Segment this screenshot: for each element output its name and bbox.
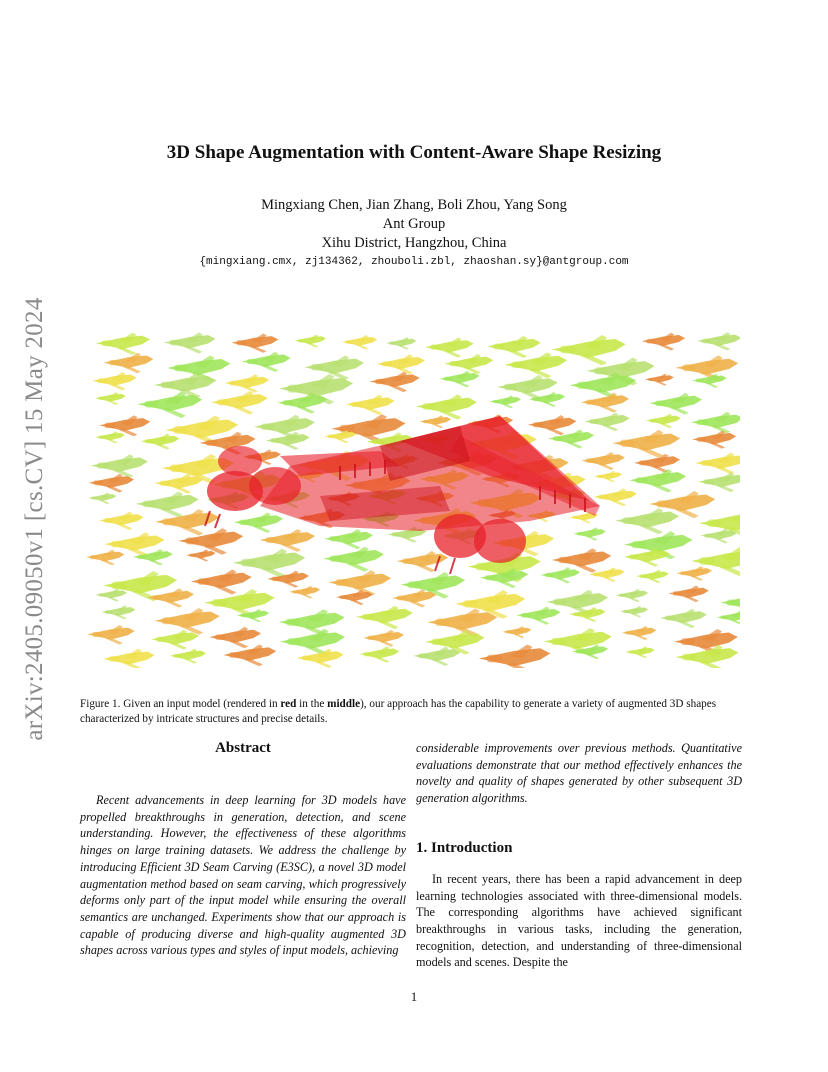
augmented-shape [413, 647, 460, 666]
augmented-shape [594, 471, 622, 483]
augmented-shape [164, 332, 216, 353]
left-column [80, 740, 406, 959]
augmented-shape [295, 335, 327, 348]
caption-middle: middle [327, 698, 361, 710]
author-names: Mingxiang Chen, Jian Zhang, Boli Zhou, Yang Song [261, 197, 567, 213]
augmented-shape [95, 431, 125, 443]
augmented-shape [103, 353, 153, 374]
augmented-shape [95, 392, 126, 405]
augmented-shape [346, 395, 395, 415]
augmented-shape [701, 528, 737, 543]
augmented-shape [141, 434, 180, 450]
page-number: 1 [410, 990, 418, 1004]
augmented-shape [425, 338, 474, 358]
augmented-shape [324, 529, 373, 549]
augmented-shape [528, 415, 577, 435]
augmented-shape [439, 371, 479, 388]
augmented-shape [505, 352, 568, 378]
augmented-shape [692, 431, 736, 449]
introduction-heading: 1. Introduction [416, 839, 513, 856]
augmented-shape [99, 415, 150, 436]
augmented-shape [626, 646, 655, 658]
augmented-shape [92, 372, 137, 390]
augmented-shape [720, 591, 740, 615]
augmented-shape [95, 589, 127, 602]
augmented-shape [86, 550, 125, 566]
augmented-shape [136, 492, 199, 518]
augmented-shape [101, 605, 135, 619]
abstract-text: Recent advancements in deep learning for 3D models have propelled breakthroughs in generation, detection, and scene understanding. However, the effectiveness of these algorithms hinges on large training datasets. We address the challenge by introducing Efficient 3D Seam Carving (E3SC), a novel 3D model augmentation method based on seam carving, which progressively deforms only part of the input model while ensuring the overall semantics are unchanged. Experiments show that our approach is capable of producing diverse and high-quality augmented 3D shapes across various types and styles of input models, achieving [80, 793, 406, 958]
augmented-shape [669, 586, 709, 603]
caption-red: red [280, 698, 297, 710]
augmented-shape [336, 590, 373, 605]
augmented-shape [103, 649, 155, 668]
augmented-shape [698, 472, 740, 492]
author-affiliation: Ant Group [382, 216, 446, 232]
augmented-shape [697, 332, 740, 350]
augmented-shape [211, 391, 268, 414]
augmented-shape [416, 394, 477, 419]
augmented-shape [377, 354, 425, 374]
augmented-shape [397, 551, 449, 572]
augmented-shape [552, 548, 611, 572]
paper-title: 3D Shape Augmentation with Content-Aware Shape Resizing [166, 142, 662, 163]
augmented-shape [154, 608, 219, 635]
augmented-shape [594, 488, 637, 506]
caption-suffix: ), our approach has the capability to generate a variety of augmented 3D shapes characterized by intricate structures and precise details. [80, 698, 717, 725]
author-location: Xihu District, Hangzhou, China [321, 235, 507, 251]
abstract-continuation: considerable improvements over previous methods. Quantitative evaluations demonstrate that our method effectively enhances the novelty and quality of shapes generated by other subsequent 3D generation algorithms. [416, 741, 742, 806]
augmented-shape [279, 609, 345, 636]
augmented-shape [629, 469, 686, 492]
augmented-shape [622, 626, 657, 640]
augmented-shape [96, 333, 150, 355]
teaser-figure [80, 326, 740, 668]
augmented-shape [356, 606, 413, 629]
augmented-shape [342, 335, 377, 350]
augmented-shape [642, 333, 685, 351]
figure-caption [80, 697, 742, 727]
augmented-shape [573, 527, 605, 540]
augmented-shape [87, 625, 135, 645]
introduction-text: In recent years, there has been a rapid advancement in deep learning technologies associated with three-dimensional models. The corresponding algorithms have achieved significant breakthroughs in various tasks, including the generation, recognition, detection, and understanding of three-dimensional models and scenes. Despite the [416, 871, 742, 970]
augmented-shape [569, 607, 605, 622]
augmented-shape [620, 606, 648, 618]
augmented-shape [584, 413, 629, 432]
augmented-shape [502, 626, 531, 638]
augmented-shape [490, 395, 522, 408]
augmented-shape [516, 607, 560, 625]
augmented-shape [151, 630, 199, 650]
author-email: {mingxiang.cmx, zj134362, zhouboli.zbl, zhaoshan.sy}@antgroup.com [199, 256, 629, 268]
augmented-shape [649, 393, 702, 415]
augmented-shape [616, 589, 648, 602]
augmented-shape [242, 352, 291, 372]
augmented-shape [444, 354, 493, 374]
augmented-shape [277, 393, 327, 414]
augmented-shape [624, 548, 670, 567]
augmented-shape [581, 452, 625, 470]
augmented-shape [392, 589, 437, 607]
abstract-heading: Abstract [215, 740, 271, 756]
augmented-shape [186, 549, 215, 561]
augmented-shape [137, 391, 202, 418]
augmented-shape [645, 374, 674, 386]
caption-mid: in the [296, 698, 328, 710]
augmented-shape [691, 412, 740, 434]
augmented-shape [636, 570, 669, 583]
augmented-shape [225, 374, 270, 392]
augmented-shape [676, 566, 711, 581]
augmented-shape [581, 393, 630, 413]
augmented-shape [147, 588, 194, 607]
augmented-shape [569, 372, 636, 399]
augmented-shape [420, 415, 452, 428]
augmented-shape [88, 493, 116, 505]
augmented-shape [289, 586, 320, 599]
augmented-shape [359, 646, 399, 662]
augmented-shape [170, 649, 207, 664]
augmented-shape [191, 569, 252, 594]
arxiv-stamp-text: arXiv:2405.09050v1 [cs.CV] 15 May 2024 [21, 297, 48, 741]
augmented-shape [541, 567, 581, 583]
augmented-shape [304, 355, 364, 380]
right-column [416, 740, 742, 971]
augmented-shape [370, 372, 420, 393]
arxiv-stamp [18, 278, 52, 760]
augmented-shape [154, 474, 203, 494]
augmented-shape [695, 453, 740, 475]
augmented-shape [99, 512, 144, 530]
augmented-shape [479, 644, 550, 668]
augmented-shape [323, 547, 384, 572]
augmented-shape [613, 430, 681, 458]
augmented-shape [324, 430, 356, 443]
augmented-shape [386, 337, 416, 349]
augmented-shape [223, 645, 276, 667]
augmented-shape [615, 508, 679, 534]
augmented-shape [178, 528, 243, 555]
augmented-shape [717, 610, 740, 624]
augmented-shape [589, 567, 625, 582]
augmented-shape [88, 474, 134, 493]
augmented-shape [646, 414, 681, 428]
augmented-shape [487, 336, 541, 358]
author-block [80, 196, 748, 272]
augmented-shape [363, 630, 404, 647]
caption-prefix: Figure 1. Given an input model (rendered in [80, 698, 281, 710]
augmented-shape [231, 334, 278, 353]
augmented-shape [660, 609, 707, 628]
augmented-shape [234, 513, 283, 533]
augmented-shape [209, 627, 261, 648]
